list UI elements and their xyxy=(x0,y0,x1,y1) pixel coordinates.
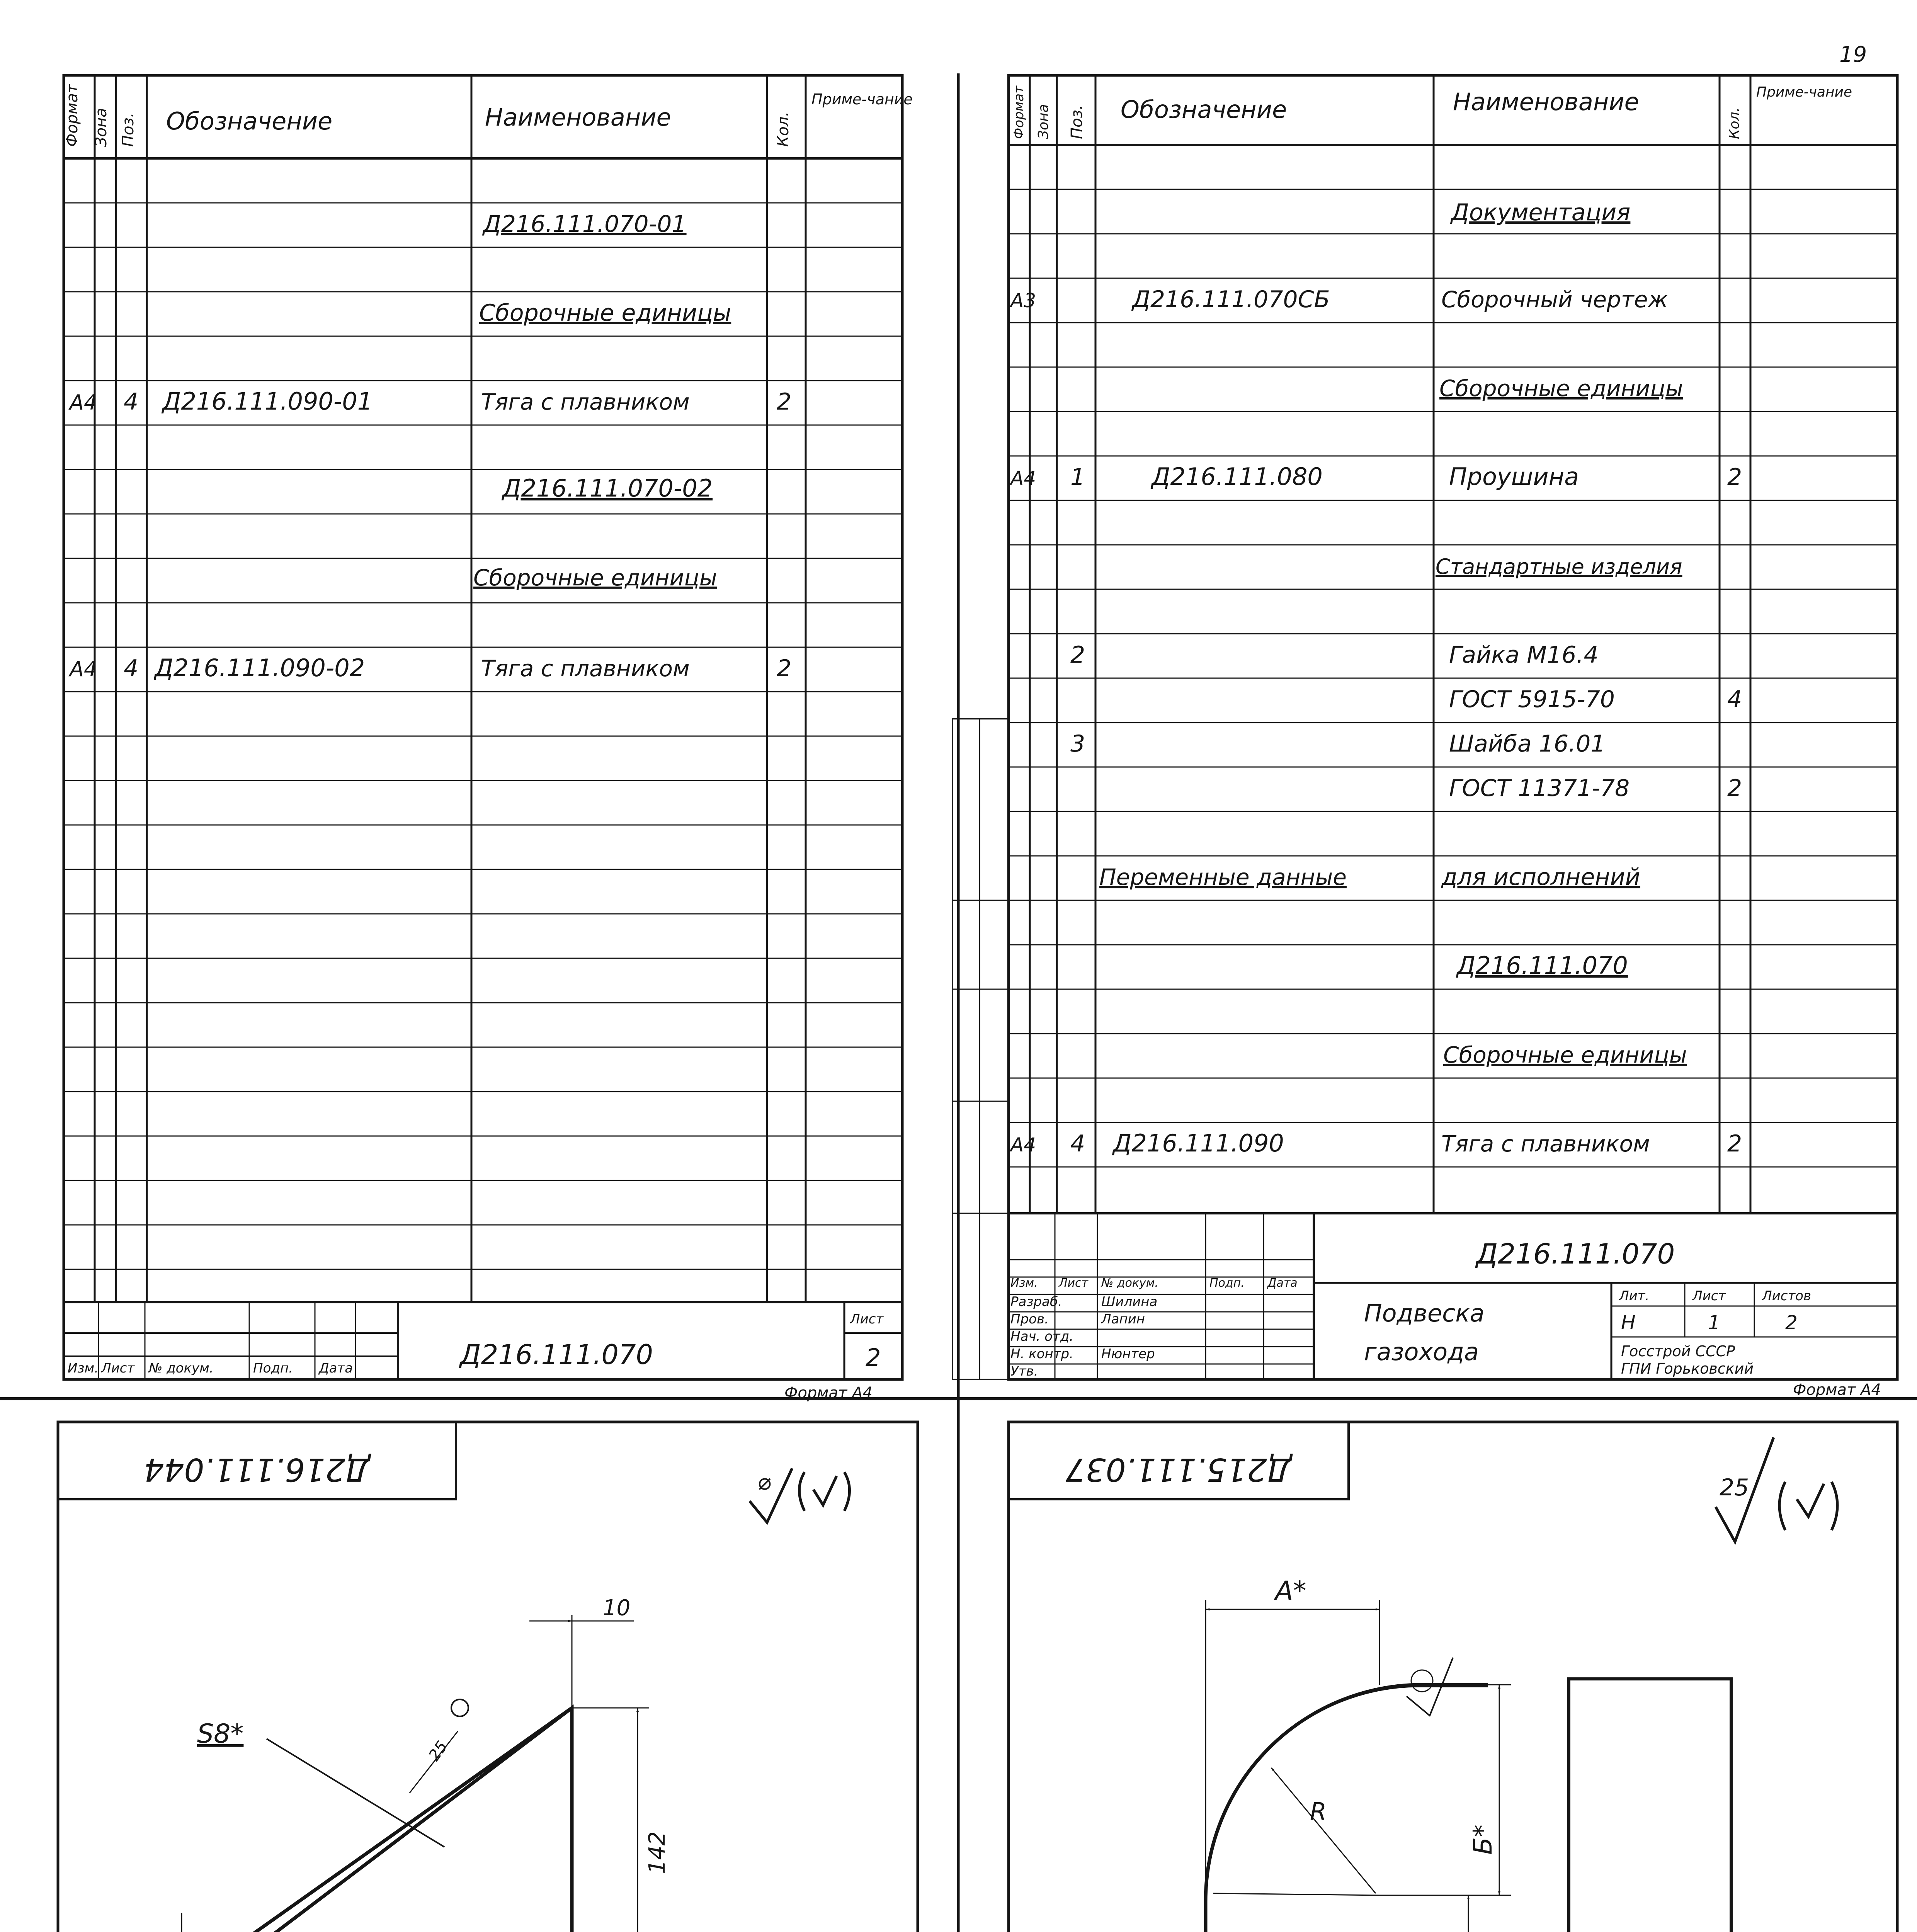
spec-left-row: Тяга с плавником xyxy=(481,389,690,415)
rib-dim-142: 142 xyxy=(644,1831,670,1874)
tb-left-izm: Изм. xyxy=(68,1361,99,1376)
spec-right-row: Сборочный чертеж xyxy=(1441,286,1668,313)
wall-radius-label: R xyxy=(1310,1798,1327,1826)
tb-right-person: Шилина xyxy=(1101,1294,1158,1310)
rib-thickness: S8* xyxy=(197,1719,244,1749)
spec-right xyxy=(953,75,1897,1379)
spec-right-headers xyxy=(1011,84,1852,139)
tb-left-list: Лист xyxy=(101,1361,135,1376)
spec-left-row: Д216.111.070-01 xyxy=(483,211,687,238)
spec-left-row: 2 xyxy=(777,388,792,415)
spec-right-row: Сборочные единицы xyxy=(1443,1042,1687,1068)
hdr-zone: Зона xyxy=(92,108,110,147)
tb-right-name1: Подвеска xyxy=(1364,1299,1485,1327)
tb-right-designation: Д216.111.070 xyxy=(1476,1238,1675,1270)
hdr-format: Формат xyxy=(63,84,81,147)
tb-right-role: Утв. xyxy=(1010,1364,1038,1379)
tb-right-person: Лапин xyxy=(1101,1311,1145,1327)
hdr-pos: Поз. xyxy=(119,112,137,147)
hdr-note-r: Приме-чание xyxy=(1756,84,1852,100)
tb-right-list: Лист xyxy=(1059,1276,1089,1290)
spec-right-row: 2 xyxy=(1070,641,1085,668)
tb-left-sheet-label: Лист xyxy=(850,1311,884,1327)
spec-right-row: 3 xyxy=(1070,730,1085,757)
tb-right-sheets-label: Листов xyxy=(1762,1288,1812,1304)
spec-left-row: Сборочные единицы xyxy=(473,565,717,591)
rib-dim-10-top: 10 xyxy=(603,1595,631,1621)
tb-right-sign: Подп. xyxy=(1209,1276,1245,1290)
spec-right-row: 2 xyxy=(1727,464,1742,491)
page-number: 19 xyxy=(1839,42,1867,67)
rib-slope-roughness: 25 xyxy=(425,1738,451,1764)
spec-right-row: 4 xyxy=(1727,686,1742,713)
tb-right-name2: газохода xyxy=(1364,1338,1479,1366)
tb-right-lit-label: Лит. xyxy=(1619,1288,1650,1304)
spec-right-title-block xyxy=(1010,1238,1881,1399)
tb-left-sign: Подп. xyxy=(253,1361,293,1376)
spec-right-row: Документация xyxy=(1451,199,1631,226)
hdr-name-r: Наименование xyxy=(1453,88,1639,116)
tb-left-sheet: 2 xyxy=(866,1344,881,1372)
spec-right-row: 2 xyxy=(1727,775,1742,802)
spec-right-row: Д216.111.090 xyxy=(1113,1129,1284,1157)
spec-left-rows xyxy=(68,211,791,682)
spec-left-row: Тяга с плавником xyxy=(481,655,690,682)
spec-right-row: Гайка М16.4 xyxy=(1449,641,1599,668)
spec-right-row: Проушина xyxy=(1449,463,1579,491)
spec-right-row: Д216.111.070 xyxy=(1457,951,1628,980)
spec-right-row: ГОСТ 5915-70 xyxy=(1449,686,1615,713)
spec-right-row: А3 xyxy=(1010,289,1036,312)
wall-roughness-mark: 25 xyxy=(1720,1474,1749,1501)
tb-right-list-label: Лист xyxy=(1692,1288,1726,1304)
wall-dim-b: Б* xyxy=(1468,1824,1498,1855)
hdr-designation-r: Обозначение xyxy=(1121,95,1287,124)
tb-right-format: Формат А4 xyxy=(1793,1381,1881,1399)
tb-right-doc: № докум. xyxy=(1101,1276,1158,1290)
spec-right-row: Стандартные изделия xyxy=(1436,554,1682,579)
tb-right-sheet: 1 xyxy=(1708,1311,1720,1334)
tb-right-org2: ГПИ Горьковский xyxy=(1621,1360,1754,1377)
hdr-designation: Обозначение xyxy=(166,107,333,135)
tb-left-doc: № докум. xyxy=(149,1361,214,1376)
tb-right-role: Нач. отд. xyxy=(1010,1329,1074,1344)
tb-right-role: Н. контр. xyxy=(1010,1346,1073,1362)
hdr-zone-r: Зона xyxy=(1036,104,1051,139)
tb-right-role: Разраб. xyxy=(1010,1294,1062,1310)
wall-dim-a: А* xyxy=(1275,1576,1306,1606)
hdr-name: Наименование xyxy=(485,103,671,131)
spec-left-row: 4 xyxy=(124,655,139,682)
spec-right-row: А4 xyxy=(1010,1134,1036,1156)
hdr-qty-r: Кол. xyxy=(1726,107,1742,139)
rib-drawing xyxy=(58,1422,918,1932)
tb-right-org1: Госстрой СССР xyxy=(1621,1343,1735,1360)
spec-left xyxy=(64,75,902,1379)
spec-left-row: 4 xyxy=(124,388,139,415)
hdr-note: Приме-чание xyxy=(811,91,913,108)
rib-roughness-mark: ⌀ xyxy=(757,1469,771,1495)
spec-left-row: Д216.111.070-02 xyxy=(502,474,713,502)
spec-right-row: 1 xyxy=(1070,464,1085,491)
spec-right-row: Д216.111.070СБ xyxy=(1132,286,1330,313)
tb-left-format: Формат А4 xyxy=(784,1384,873,1402)
spec-right-row: 2 xyxy=(1727,1130,1742,1157)
tb-right-date: Дата xyxy=(1267,1276,1298,1290)
tb-right-person: Нюнтер xyxy=(1101,1346,1155,1362)
spec-left-headers xyxy=(63,83,913,147)
tb-right-sheets: 2 xyxy=(1785,1311,1798,1334)
tb-right-role: Пров. xyxy=(1010,1311,1049,1327)
spec-left-row: Д216.111.090-01 xyxy=(162,387,373,415)
wall-corner-designation: Д215.111.037 xyxy=(1065,1451,1292,1488)
tb-right-lit: Н xyxy=(1621,1311,1636,1334)
spec-right-row: Д216.111.080 xyxy=(1152,463,1323,491)
spec-right-row: 4 xyxy=(1070,1130,1085,1157)
hdr-qty: Кол. xyxy=(774,111,792,147)
spec-right-row: Тяга с плавником xyxy=(1441,1131,1650,1157)
spec-right-row: Шайба 16.01 xyxy=(1449,730,1606,757)
hdr-format-r: Формат xyxy=(1011,86,1027,139)
spec-right-row: ГОСТ 11371-78 xyxy=(1449,775,1630,802)
hdr-pos-r: Поз. xyxy=(1068,105,1086,139)
wall-drawing xyxy=(953,1422,1897,1932)
spec-left-row: А4 xyxy=(70,657,97,681)
spec-right-row: Переменные данные xyxy=(1099,864,1347,890)
spec-left-row: Сборочные единицы xyxy=(479,299,731,327)
tb-left-designation: Д216.111.070 xyxy=(460,1339,653,1371)
tb-left-date: Дата xyxy=(319,1361,353,1376)
spec-right-row: для исполнений xyxy=(1441,864,1640,891)
spec-left-row: 2 xyxy=(777,655,792,682)
spec-left-row: А4 xyxy=(70,390,97,415)
rib-corner-designation: Д216.111.044 xyxy=(144,1451,370,1488)
tb-right-izm: Изм. xyxy=(1010,1276,1038,1290)
spec-left-row: Д216.111.090-02 xyxy=(155,654,365,682)
spec-right-row: А4 xyxy=(1010,467,1036,490)
spec-right-row: Сборочные единицы xyxy=(1439,375,1683,401)
